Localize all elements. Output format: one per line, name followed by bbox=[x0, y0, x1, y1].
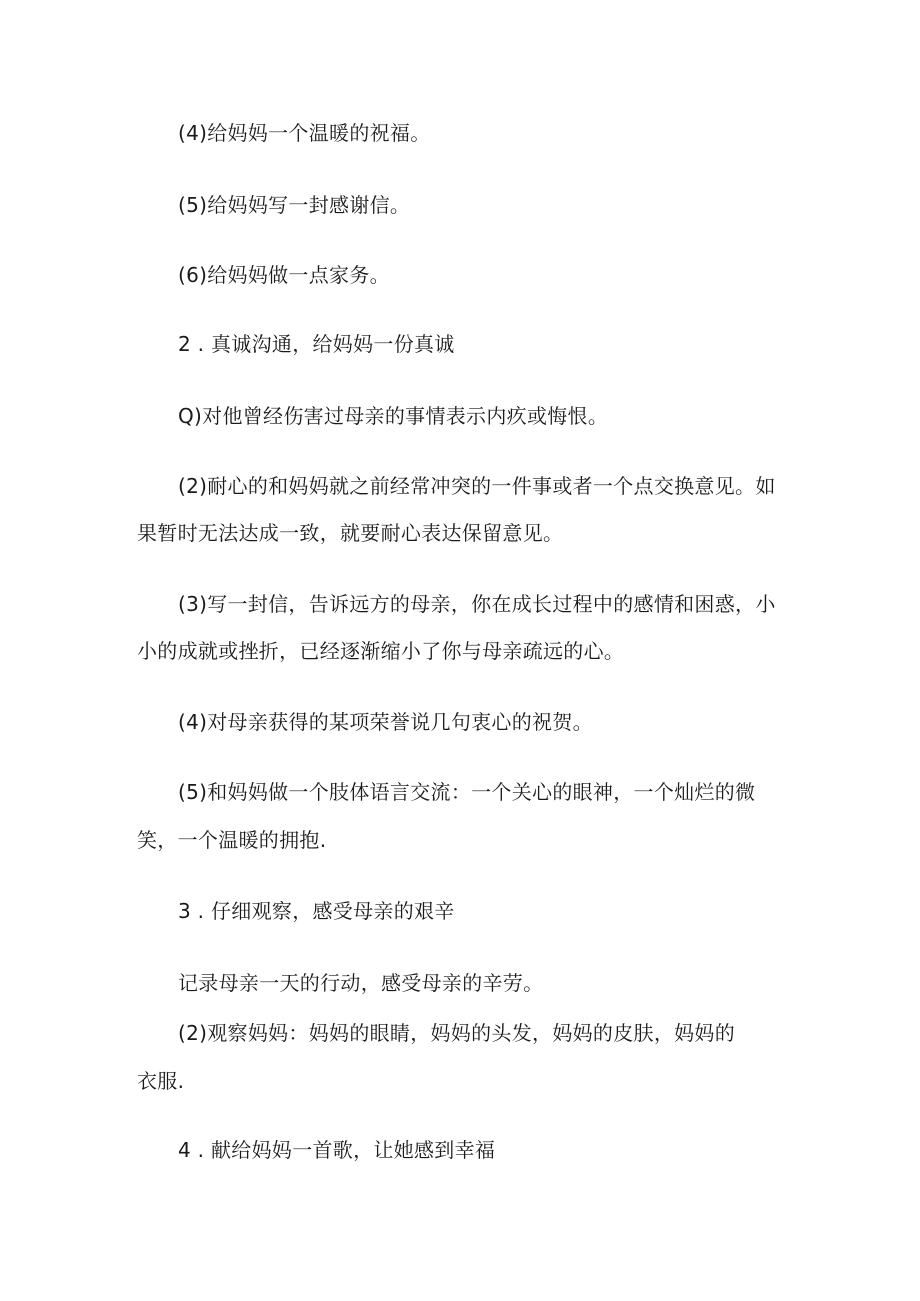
list-item-2-observe-line1: (2)观察妈妈：妈妈的眼睛，妈妈的头发，妈妈的皮肤，妈妈的 bbox=[178, 1021, 736, 1045]
list-item-5-body-language-line2: 笑，一个温暖的拥抱. bbox=[137, 828, 327, 852]
list-item-record-actions: 记录母亲一天的行动，感受母亲的辛劳。 bbox=[178, 971, 544, 995]
list-item-1-remorse: Q)对他曾经伤害过母亲的事情表示内疚或悔恨。 bbox=[178, 404, 609, 428]
list-item-5-thank-letter: (5)给妈妈写一封感谢信。 bbox=[178, 193, 411, 217]
list-item-3-letter-line1: (3)写一封信，告诉远方的母亲，你在成长过程中的感情和困惑，小 bbox=[178, 592, 776, 616]
list-item-3-letter-line2: 小的成就或挫折，已经逐渐缩小了你与母亲疏远的心。 bbox=[137, 639, 625, 663]
list-item-4-congratulate: (4)对母亲获得的某项荣誉说几句衷心的祝贺。 bbox=[178, 710, 593, 734]
list-item-2-observe-line2: 衣服. bbox=[137, 1069, 185, 1093]
section-heading-3: 3 . 仔细观察，感受母亲的艰辛 bbox=[178, 899, 455, 923]
list-item-2-exchange-views-line2: 果暂时无法达成一致，就要耐心表达保留意见。 bbox=[137, 521, 564, 545]
list-item-4-blessing: (4)给妈妈一个温暖的祝福。 bbox=[178, 121, 431, 145]
section-heading-2: 2 . 真诚沟通，给妈妈一份真诚 bbox=[178, 332, 455, 356]
list-item-2-exchange-views-line1: (2)耐心的和妈妈就之前经常冲突的一件事或者一个点交换意见。如 bbox=[178, 474, 776, 498]
section-heading-4: 4 . 献给妈妈一首歌，让她感到幸福 bbox=[178, 1138, 496, 1162]
list-item-6-housework: (6)给妈妈做一点家务。 bbox=[178, 263, 390, 287]
list-item-5-body-language-line1: (5)和妈妈做一个肢体语言交流：一个关心的眼神，一个灿烂的微 bbox=[178, 780, 756, 804]
